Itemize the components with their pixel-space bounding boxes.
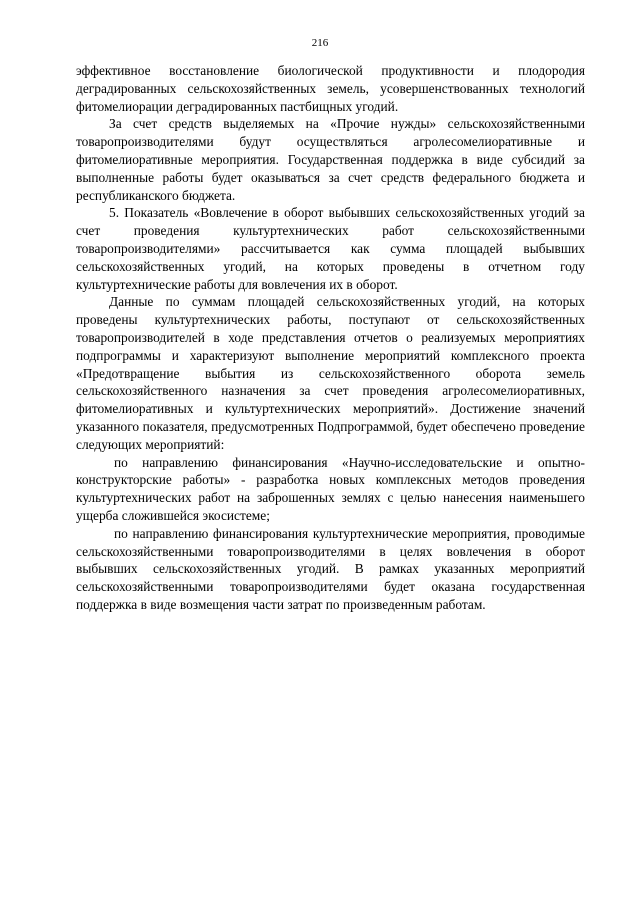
list-item-research-funding: по направлению финансирования «Научно-исследовательские и опытно-конструкторские работы» - разработка новых комплексных методов проведения культуртехнических работ на заброшенных землях с целью нанесения наименьшего ущерба сложившейся экосистеме; (76, 454, 585, 523)
paragraph-other-needs-funding: За счет средств выделяемых на «Прочие нужды» сельскохозяйственными товаропроизводителями будут осуществляться агролесомелиоративные и фитомелиоративные мероприятия. Государственная поддержка в виде субсидий за выполненные работы будет оказываться за счет средств федерального бюджета и республиканского бюджета. (76, 116, 585, 203)
paragraph-indicator-5: 5. Показатель «Вовлечение в оборот выбывших сельскохозяйственных угодий за счет проведения культуртехнических работ сельскохозяйственными товаропроизводителями» рассчитывается как сумма площадей выбывших сельскохозяйственных угодий, на которых проведены в отчетном году культуртехнические работы для вовлечения их в оборот. (76, 205, 585, 292)
list-item-cultural-technical-funding: по направлению финансирования культуртехнические мероприятия, проводимые сельскохозяйственными товаропроизводителями в целях вовлечения в оборот выбывших сельскохозяйственных угодий. В рамках указанных мероприятий сельскохозяйственными товаропроизводителями будет оказана государственная поддержка в виде возмещения части затрат по произведенным работам. (76, 525, 585, 612)
page-number: 216 (311, 37, 329, 49)
paragraph-continuation: эффективное восстановление биологической продуктивности и плодородия деградированных сельскохозяйственных земель, усовершенствованных технологий фитомелиорации деградированных пастбищных угодий. (76, 63, 585, 114)
document-body (76, 62, 585, 614)
paragraph-indicator-data: Данные по суммам площадей сельскохозяйственных угодий, на которых проведены культуртехнических работы, поступают от сельскохозяйственных товаропроизводителей в ходе представления отчетов о реализуемых мероприятиях подпрограммы и характеризуют выполнение мероприятий комплексного проекта «Предотвращение выбытия из сельскохозяйственного оборота земель сельскохозяйственного назначения за счет проведения агролесомелиоративных, фитомелиоративных и культуртехнических мероприятий». Достижение значений указанного показателя, предусмотренных Подпрограммой, будет обеспечено проведение следующих мероприятий: (76, 294, 585, 452)
